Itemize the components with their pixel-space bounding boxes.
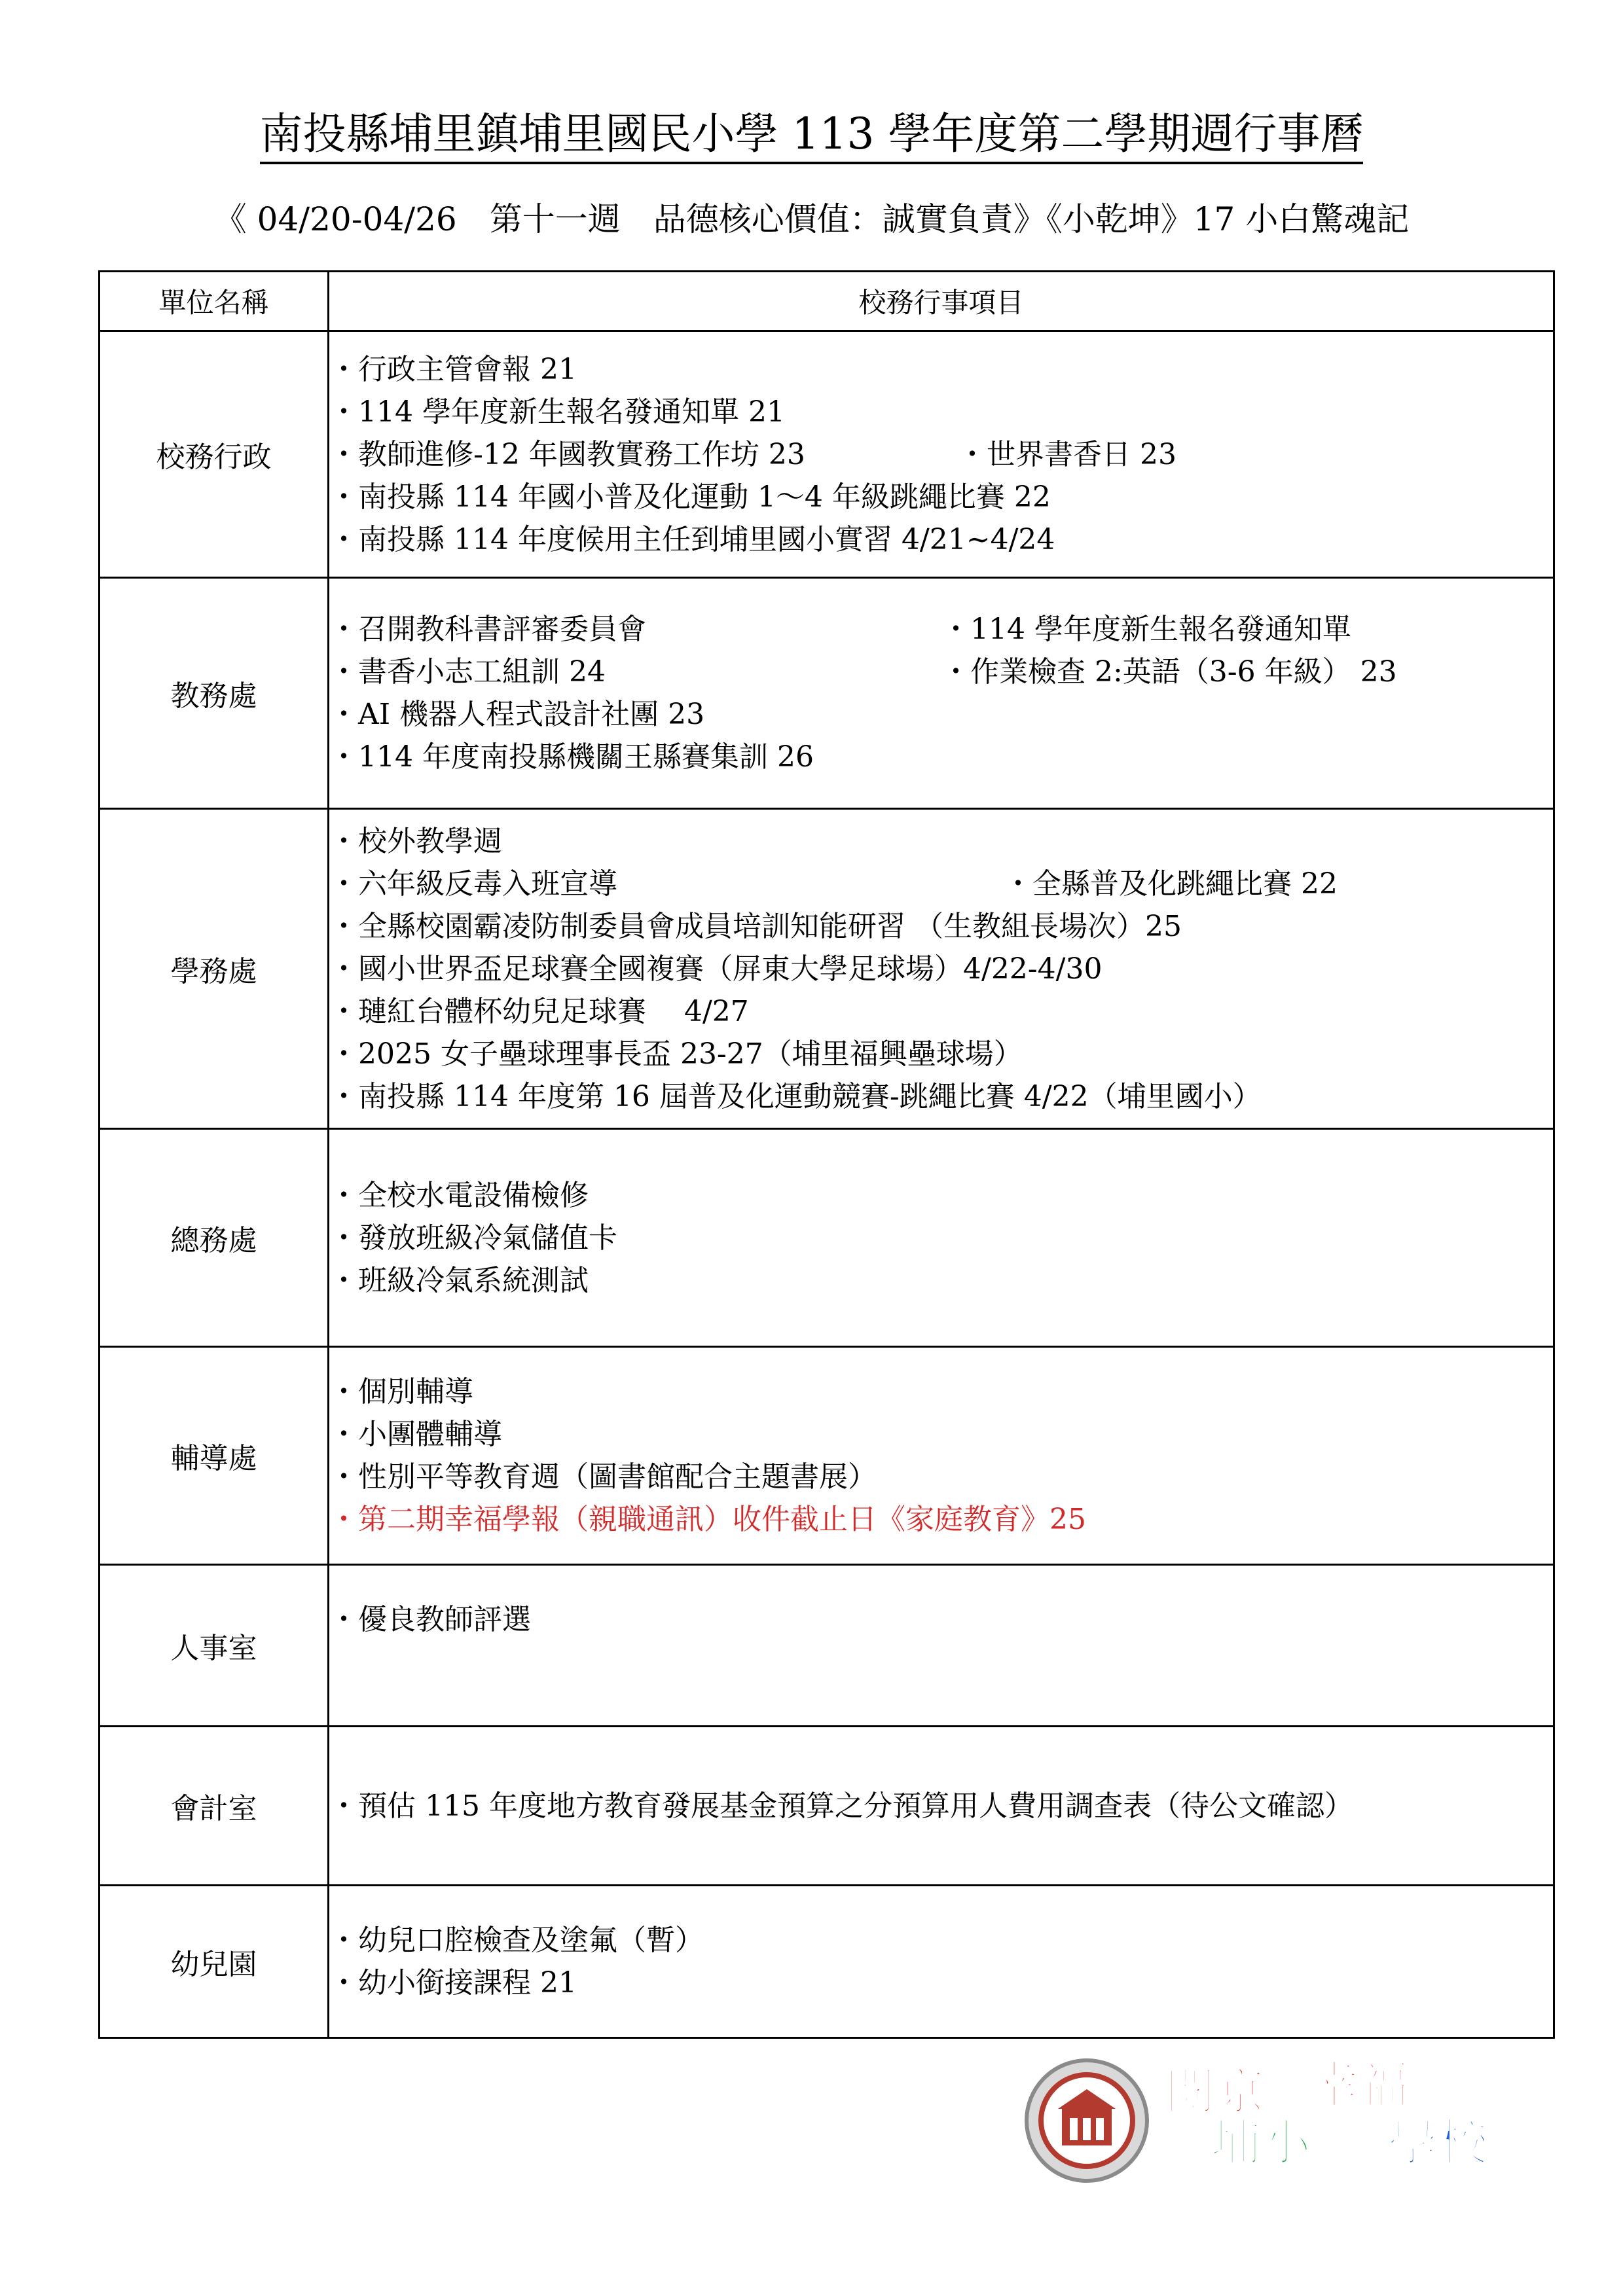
unit-name: 人事室 <box>100 1565 329 1727</box>
unit-name: 校務行政 <box>100 331 329 578</box>
unit-items <box>329 331 1554 578</box>
schedule-table <box>98 270 1555 2039</box>
school-badge-icon <box>1027 2060 1147 2181</box>
items-column-header: 校務行事項目 <box>329 272 1554 331</box>
table-row <box>100 1129 1554 1347</box>
logo-text-school: 學校 <box>1388 2113 1487 2172</box>
list-item: ・幼小銜接課程 21 <box>329 1966 577 2000</box>
unit-name: 幼兒園 <box>100 1886 329 2038</box>
list-item: ・國小世界盃足球賽全國複賽（屏東大學足球場）4/22-4/30 <box>329 952 1103 986</box>
list-item: ・發放班級冷氣儲值卡 <box>329 1221 617 1255</box>
unit-items <box>329 1565 1554 1727</box>
list-item: ・璉紅台體杯幼兒足球賽 4/27 <box>329 994 749 1028</box>
week-subtitle: 《 04/20-04/26 第十一週 品德核心價值：誠實負責》《小乾坤》17 小白驚魂記 <box>213 200 1410 238</box>
table-header-row <box>100 272 1554 331</box>
logo-text-school-short: 埔小 <box>1211 2113 1311 2172</box>
page-title <box>0 105 1623 164</box>
table-row <box>100 1565 1554 1727</box>
table-row <box>100 331 1554 578</box>
list-item: ・AI 機器人程式設計社團 23 <box>329 698 705 731</box>
list-item-secondary: ・作業檢查 2:英語（3-6 年級） 23 <box>941 655 1397 689</box>
unit-name: 教務處 <box>100 578 329 809</box>
unit-items <box>329 1727 1554 1886</box>
list-item: ・班級冷氣系統測試 <box>329 1263 589 1297</box>
table-row <box>100 578 1554 809</box>
list-item-secondary: ・114 學年度新生報名發通知單 <box>941 613 1351 646</box>
logo-text-happiness: 幸福 <box>1309 2056 1409 2114</box>
school-logo <box>1021 2055 1532 2186</box>
list-item: ・114 年度南投縣機關王縣賽集訓 26 <box>329 740 814 774</box>
table-row <box>100 1886 1554 2038</box>
table-row <box>100 809 1554 1129</box>
list-item: ・召開教科書評審委員會 ・114 學年度新生報名發通知單 <box>329 608 1553 651</box>
list-item-highlighted: ・第二期幸福學報（親職通訊）收件截止日《家庭教育》25 <box>329 1503 1086 1536</box>
list-item-secondary: ・世界書香日 23 <box>958 437 1176 471</box>
list-item-secondary: ・全縣普及化跳繩比賽 22 <box>1004 867 1338 901</box>
unit-column-header: 單位名稱 <box>100 272 329 331</box>
unit-name: 輔導處 <box>100 1347 329 1565</box>
list-item: ・書香小志工組訓 24 ・作業檢查 2:英語（3-6 年級） 23 <box>329 651 1553 693</box>
list-item: ・小團體輔導 <box>329 1418 502 1451</box>
unit-items <box>329 1129 1554 1347</box>
list-item: ・南投縣 114 年度候用主任到埔里國小實習 4/21~4/24 <box>329 522 1055 556</box>
table-row <box>100 1347 1554 1565</box>
list-item: ・114 學年度新生報名發通知單 21 <box>329 395 785 429</box>
unit-items <box>329 1886 1554 2038</box>
list-item: ・六年級反毒入班宣導 ・全縣普及化跳繩比賽 22 <box>329 863 1553 905</box>
unit-items <box>329 578 1554 809</box>
list-item: ・南投縣 114 年度第 16 屆普及化運動競賽-跳繩比賽 4/22（埔里國小） <box>329 1079 1262 1113</box>
list-item: ・南投縣 114 年國小普及化運動 1～4 年級跳繩比賽 22 <box>329 480 1051 514</box>
unit-items <box>329 1347 1554 1565</box>
list-item: ・全縣校園霸凌防制委員會成員培訓知能研習 （生教組長場次）25 <box>329 909 1182 943</box>
table-row <box>100 1727 1554 1886</box>
list-item: ・預估 115 年度地方教育發展基金預算之分預算用人費用調查表（待公文確認） <box>329 1789 1353 1823</box>
unit-name: 學務處 <box>100 809 329 1129</box>
unit-name: 總務處 <box>100 1129 329 1347</box>
list-item: ・性別平等教育週（圖書館配合主題書展） <box>329 1460 877 1494</box>
list-item: ・全校水電設備檢修 <box>329 1178 589 1212</box>
list-item: ・個別輔導 <box>329 1375 473 1408</box>
list-item: ・2025 女子壘球理事長盃 23-27（埔里福興壘球場） <box>329 1037 1023 1071</box>
list-item: ・行政主管會報 21 <box>329 352 577 386</box>
unit-name: 會計室 <box>100 1727 329 1886</box>
list-item: ・校外教學週 <box>329 824 502 858</box>
list-item: ・教師進修-12 年國教實務工作坊 23 ・世界書香日 23 <box>329 433 1553 476</box>
page-title-text: 南投縣埔里鎮埔里國民小學 113 學年度第二學期週行事曆 <box>260 109 1364 164</box>
logo-text-reading: 閱京 <box>1165 2062 1265 2121</box>
list-item: ・優良教師評選 <box>329 1602 531 1636</box>
unit-items <box>329 809 1554 1129</box>
list-item: ・幼兒口腔檢查及塗氟（暫） <box>329 1924 704 1957</box>
